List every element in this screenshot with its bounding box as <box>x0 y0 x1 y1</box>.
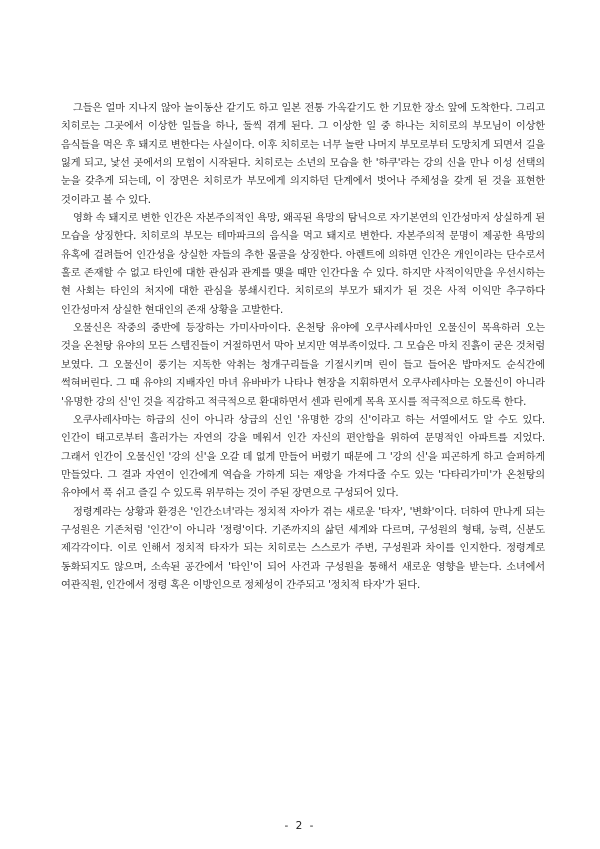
paragraph: 정령계라는 상황과 환경은 '인간소녀'라는 정치적 자아가 겪는 새로운 '타자', '변화'이다. 더하여 만나게 되는 구성원은 기존처럼 '인간'이 아니라 '정령'이다. 기존까지의 삶던 세계와 다르며, 구성원의 형태, 능력, 신분도 제각각이다. 이로 인해서 정치적 타자가 되는 치히로는 스스로가 주변, 구성원과 차이를 인지한다. 정령계로 동화되지도 않으며, 소속된 공간에서 '타인'이 되어 사건과 구성원을 통해서 새로운 영향을 받는다. 소녀에서 여관직원, 인간에서 정령 혹은 이방인으로 정체성이 간주되고 '정치적 타자'가 된다. <box>61 506 545 591</box>
paragraph: 영화 속 돼지로 변한 인간은 자본주의적인 욕망, 왜곡된 욕망의 탐닉으로 자기본연의 인간성마저 상실하게 된 모습을 상징한다. 치히로의 부모는 테마파크의 음식을 먹고 돼지로 변한다. 자본주의적 문명이 제공한 욕망의 유혹에 걸려들어 인간성을 상실한 자들의 추한 몰골을 상징한다. 아렌트에 의하면 인간은 개인이라는 단수로서 홀로 존재할 수 없고 타인에 대한 관심과 관계를 맺을 때만 인간다울 수 있다. 하지만 사적이익만을 우선시하는 현 사회는 타인의 처지에 대한 관심을 봉쇄시킨다. 치히로의 부모가 돼지가 된 것은 사적 이익만 추구하다 인간성마저 상실한 현대인의 존재 상황을 고발한다. <box>61 213 545 316</box>
paragraph: 오물신은 작중의 중반에 등장하는 가미사마이다. 온천탕 유야에 오쿠사레사마인 오물신이 목욕하러 오는 것을 온천탕 유야의 모든 스텝진들이 거절하면서 막아 보지만 역부족이었다. 그 모습은 마치 진흙이 굳은 것처럼 보였다. 그 오물신이 풍기는 지독한 악취는 청개구리들을 기절시키며 린이 들고 들어온 밥마저도 순식간에 썩혀버린다. 그 때 유야의 지배자인 마녀 유바바가 나타나 현장을 지휘하면서 오쿠사레사마는 오물신이 아니라 '유명한 강의 신'인 것을 직감하고 적극적으로 환대하면서 센과 린에게 목욕 포시를 적극적으로 하도록 한다. <box>61 323 545 408</box>
document-body <box>61 100 545 595</box>
page-number: - 2 - <box>284 820 316 832</box>
paragraph: 오쿠사레사마는 하급의 신이 아니라 상급의 신인 '유명한 강의 신'이라고 하는 서열에서도 알 수도 있다. 인간이 태고로부터 흘러가는 자연의 강을 메워서 인간 자신의 편안함을 위하여 문명적인 아파트를 지었다. 그래서 인간이 오물신인 '강의 신'을 오갈 데 없게 만들어 버렸기 때문에 그 '강의 신'을 피곤하게 하고 슬퍼하게 만들었다. 그 결과 자연이 인간에게 역습을 가하게 되는 재앙을 가져다줄 수도 있는 '다타리가미'가 온천탕의 유야에서 푹 쉬고 즐길 수 있도록 위무하는 것이 주된 장면으로 구성되어 있다. <box>61 414 545 500</box>
paragraph: 그들은 얼마 지나지 않아 놀이동산 같기도 하고 일본 전통 가옥같기도 한 기묘한 장소 앞에 도착한다. 그리고 치히로는 그곳에서 이상한 일들을 하나, 둘씩 겪게 된다. 그 이상한 일 중 하나는 치히로의 부모님이 이상한 음식들을 먹은 후 돼지로 변한다는 사실이다. 이후 치히로는 너무 놀란 나머지 부모로부터 도망치게 되면서 길을 잃게 되고, 낯선 곳에서의 모험이 시작된다. 치히로는 소년의 모습을 한 '하쿠'라는 강의 신을 만나 이성 선택의 눈을 갖추게 되는데, 이 장면은 치히로가 부모에게 의지하던 단계에서 벗어나 주체성을 갖게 된 것을 표현한 것이라고 볼 수 있다. <box>61 103 545 206</box>
